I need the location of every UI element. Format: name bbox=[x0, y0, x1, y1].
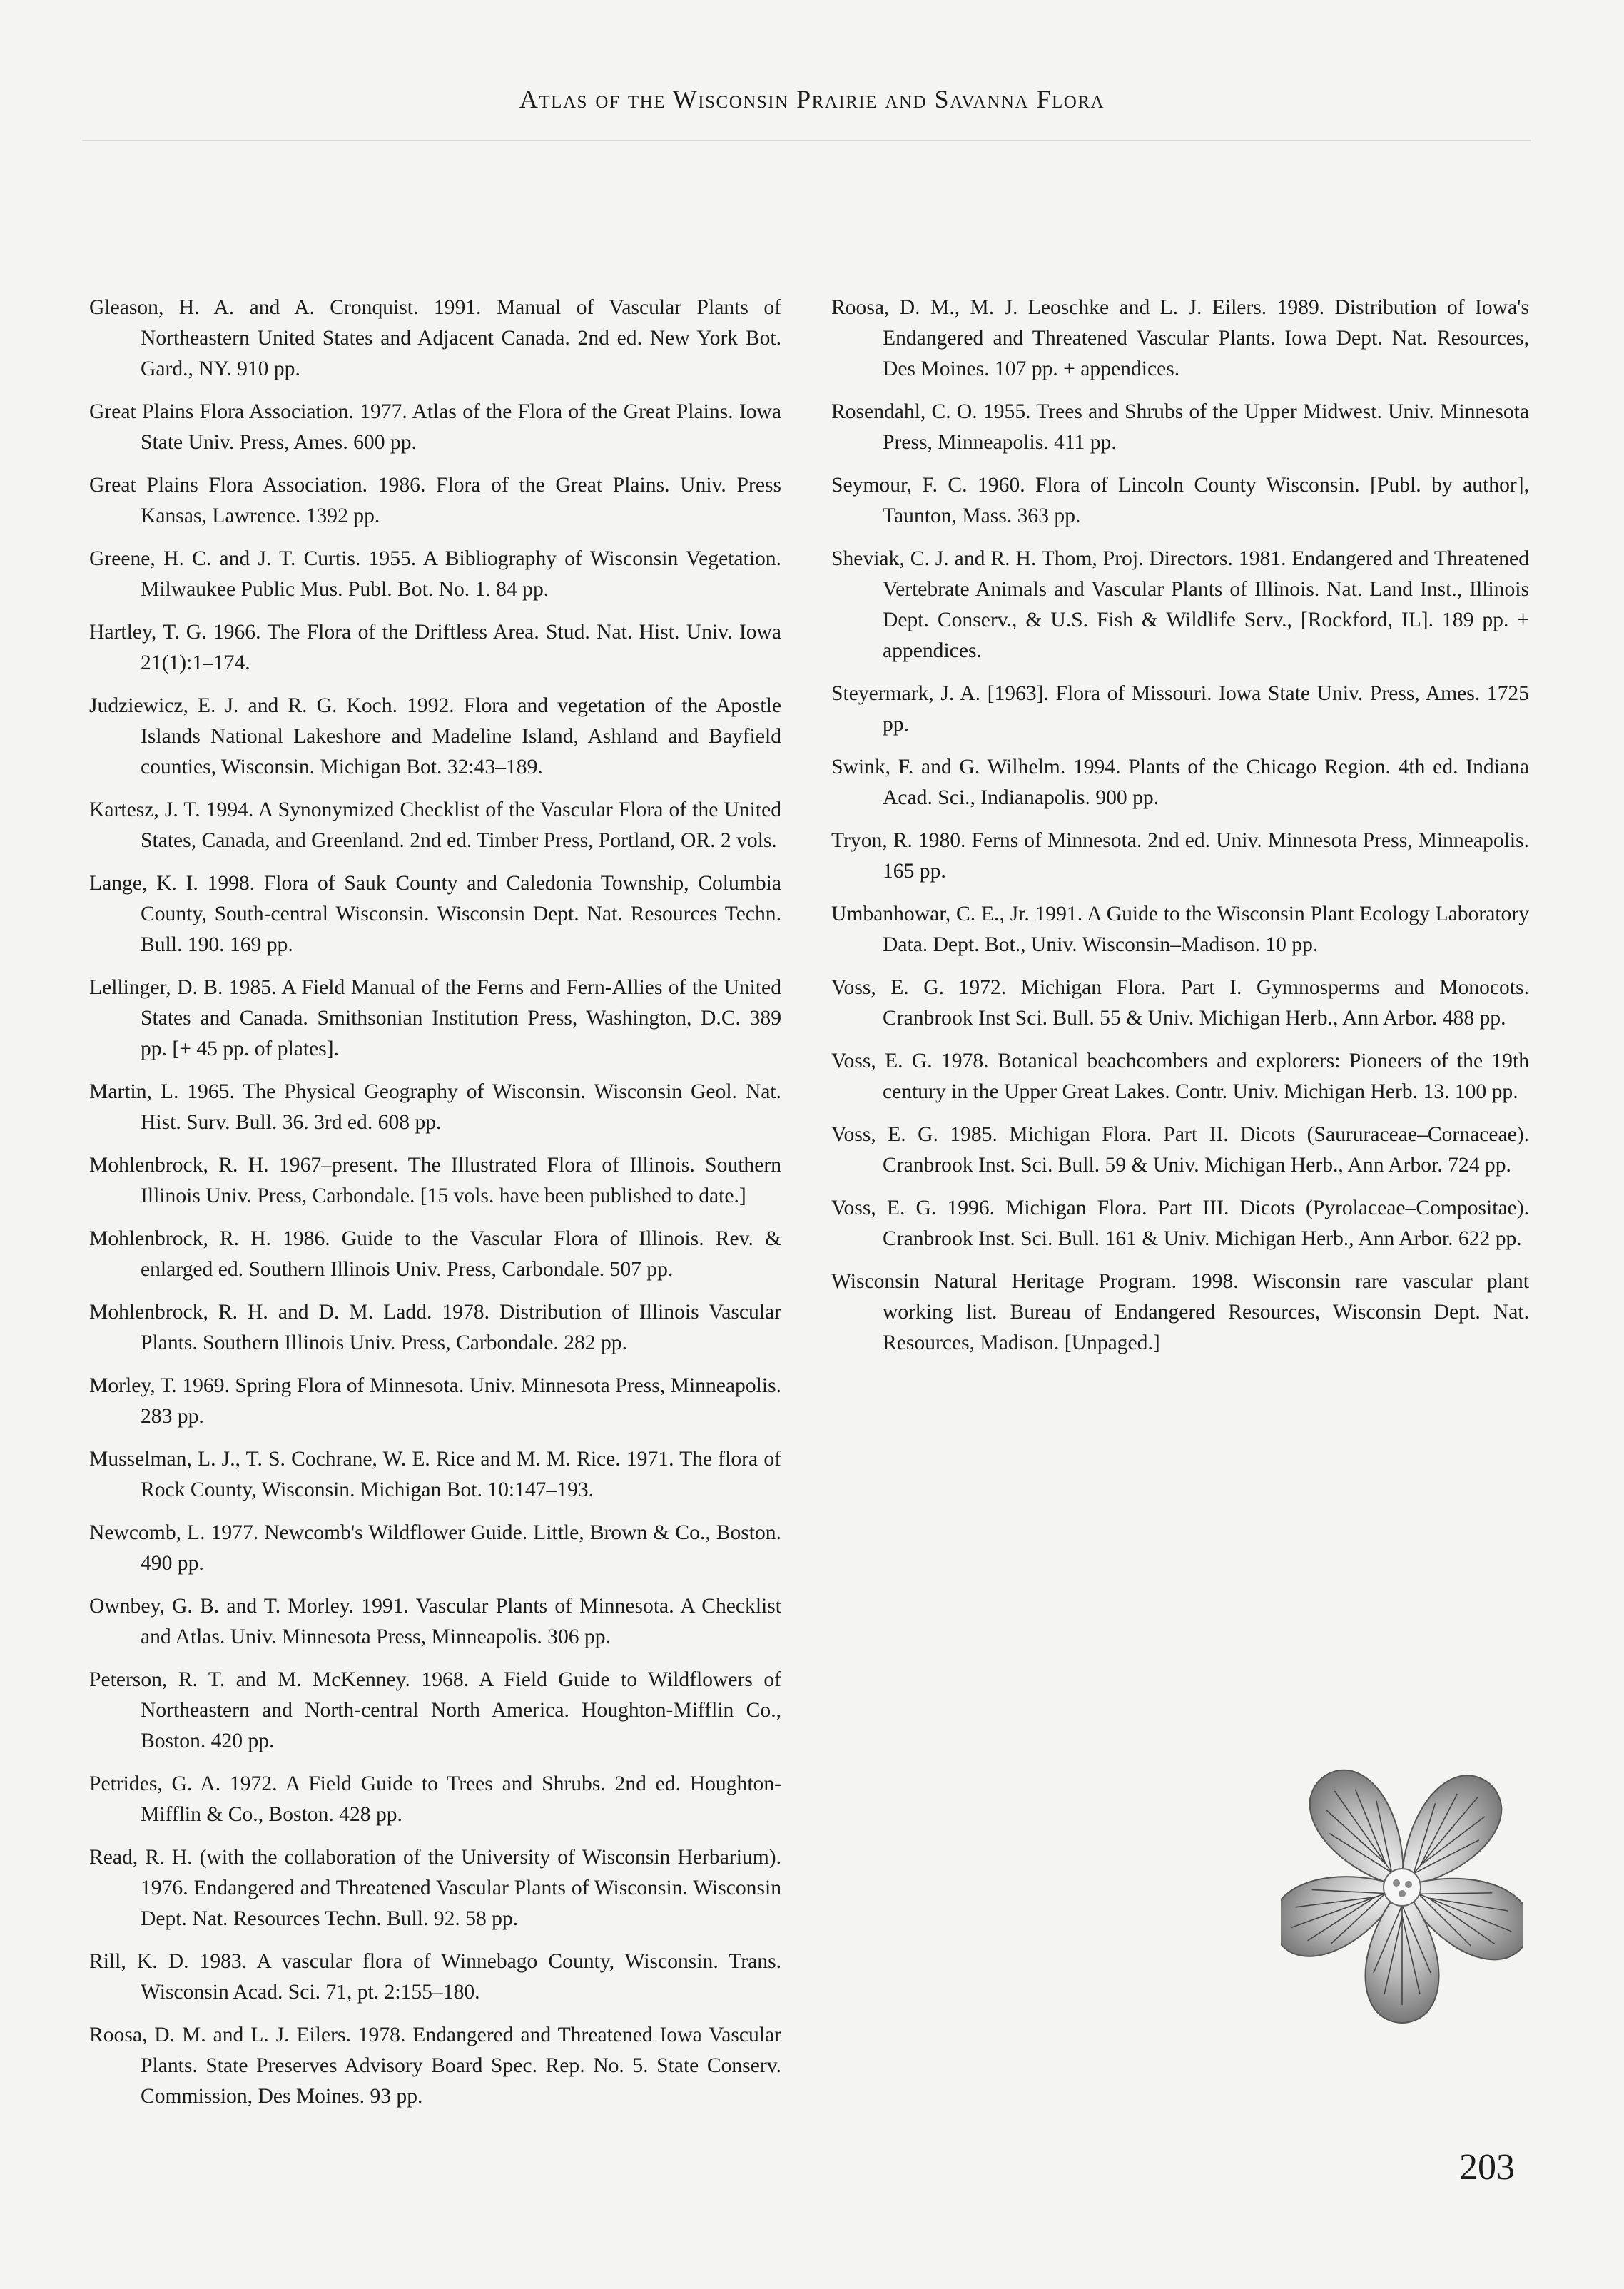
reference-entry: Umbanhowar, C. E., Jr. 1991. A Guide to the Wisconsin Plant Ecology Laboratory Data. Dept. Bot., Univ. Wisconsin–Madison. 10 pp. bbox=[831, 903, 1529, 956]
running-header: Atlas of the Wisconsin Prairie and Savanna Flora bbox=[519, 85, 1105, 113]
reference-entry: Roosa, D. M., M. J. Leoschke and L. J. Eilers. 1989. Distribution of Iowa's Endangered and Threatened Vascular Plants. Iowa Dept. Nat. Resources, Des Moines. 107 pp. + appendices. bbox=[831, 296, 1529, 380]
reference-entry: Lange, K. I. 1998. Flora of Sauk County and Caledonia Township, Columbia County, South-central Wisconsin. Wisconsin Dept. Nat. Resources Techn. Bull. 190. 169 pp. bbox=[89, 872, 781, 956]
reference-entry: Swink, F. and G. Wilhelm. 1994. Plants of the Chicago Region. 4th ed. Indiana Acad. Sci., Indianapolis. 900 pp. bbox=[831, 756, 1529, 809]
reference-entry: Newcomb, L. 1977. Newcomb's Wildflower Guide. Little, Brown & Co., Boston. 490 pp. bbox=[89, 1521, 781, 1575]
reference-entry: Judziewicz, E. J. and R. G. Koch. 1992. Flora and vegetation of the Apostle Islands National Lakeshore and Madeline Island, Ashland and Bayfield counties, Wisconsin. Michigan Bot. 32:43–189. bbox=[89, 694, 781, 778]
reference-entry: Petrides, G. A. 1972. A Field Guide to Trees and Shrubs. 2nd ed. Houghton-Mifflin & Co., Boston. 428 pp. bbox=[89, 1772, 781, 1826]
flower-center bbox=[1384, 1869, 1421, 1906]
reference-entry: Great Plains Flora Association. 1986. Flora of the Great Plains. Univ. Press Kansas, Lawrence. 1392 pp. bbox=[89, 474, 781, 527]
reference-entry: Lellinger, D. B. 1985. A Field Manual of the Ferns and Fern-Allies of the United States and Canada. Smithsonian Institution Press, Washington, D.C. 389 pp. [+ 45 pp. of plates]. bbox=[89, 976, 781, 1060]
reference-entry: Mohlenbrock, R. H. 1986. Guide to the Vascular Flora of Illinois. Rev. & enlarged ed. Southern Illinois Univ. Press, Carbondale. 507 pp. bbox=[89, 1227, 781, 1281]
reference-entry: Greene, H. C. and J. T. Curtis. 1955. A Bibliography of Wisconsin Vegetation. Milwaukee Public Mus. Publ. Bot. No. 1. 84 pp. bbox=[89, 547, 781, 601]
references-left-column bbox=[89, 293, 781, 2124]
page-number: 203 bbox=[1459, 2147, 1515, 2188]
reference-entry: Voss, E. G. 1978. Botanical beachcombers and explorers: Pioneers of the 19th century in the Upper Great Lakes. Contr. Univ. Michigan Herb. 13. 100 pp. bbox=[831, 1050, 1529, 1103]
reference-entry: Steyermark, J. A. [1963]. Flora of Missouri. Iowa State Univ. Press, Ames. 1725 pp. bbox=[831, 682, 1529, 736]
reference-entry: Great Plains Flora Association. 1977. Atlas of the Flora of the Great Plains. Iowa State Univ. Press, Ames. 600 pp. bbox=[89, 400, 781, 454]
reference-entry: Peterson, R. T. and M. McKenney. 1968. A Field Guide to Wildflowers of Northeastern and North-central North America. Houghton-Mifflin Co., Boston. 420 pp. bbox=[89, 1668, 781, 1752]
reference-entry: Kartesz, J. T. 1994. A Synonymized Checklist of the Vascular Flora of the United States, Canada, and Greenland. 2nd ed. Timber Press, Portland, OR. 2 vols. bbox=[89, 798, 781, 852]
references-right-column bbox=[831, 293, 1529, 1371]
reference-entry: Tryon, R. 1980. Ferns of Minnesota. 2nd ed. Univ. Minnesota Press, Minneapolis. 165 pp. bbox=[831, 829, 1529, 883]
reference-entry: Mohlenbrock, R. H. 1967–present. The Illustrated Flora of Illinois. Southern Illinois Univ. Press, Carbondale. [15 vols. have been published to date.] bbox=[89, 1154, 781, 1207]
reference-entry: Voss, E. G. 1985. Michigan Flora. Part II. Dicots (Saururaceae–Cornaceae). Cranbrook Inst. Sci. Bull. 59 & Univ. Michigan Herb., Ann Arbor. 724 pp. bbox=[831, 1123, 1529, 1177]
reference-entry: Gleason, H. A. and A. Cronquist. 1991. Manual of Vascular Plants of Northeastern United States and Adjacent Canada. 2nd ed. New York Bot. Gard., NY. 910 pp. bbox=[89, 296, 781, 380]
reference-entry: Martin, L. 1965. The Physical Geography of Wisconsin. Wisconsin Geol. Nat. Hist. Surv. Bull. 36. 3rd ed. 608 pp. bbox=[89, 1080, 781, 1134]
reference-entry: Musselman, L. J., T. S. Cochrane, W. E. Rice and M. M. Rice. 1971. The flora of Rock County, Wisconsin. Michigan Bot. 10:147–193. bbox=[89, 1448, 781, 1501]
reference-entry: Hartley, T. G. 1966. The Flora of the Driftless Area. Stud. Nat. Hist. Univ. Iowa 21(1):1–174. bbox=[89, 621, 781, 674]
reference-entry: Ownbey, G. B. and T. Morley. 1991. Vascular Plants of Minnesota. A Checklist and Atlas. Univ. Minnesota Press, Minneapolis. 306 pp. bbox=[89, 1595, 781, 1648]
reference-entry: Rosendahl, C. O. 1955. Trees and Shrubs of the Upper Midwest. Univ. Minnesota Press, Minneapolis. 411 pp. bbox=[831, 400, 1529, 454]
reference-entry: Roosa, D. M. and L. J. Eilers. 1978. Endangered and Threatened Iowa Vascular Plants. State Preserves Advisory Board Spec. Rep. No. 5. State Conserv. Commission, Des Moines. 93 pp. bbox=[89, 2024, 781, 2108]
flower-illustration bbox=[1281, 1741, 1523, 2034]
reference-entry: Voss, E. G. 1996. Michigan Flora. Part III. Dicots (Pyrolaceae–Compositae). Cranbrook Inst. Sci. Bull. 161 & Univ. Michigan Herb., Ann Arbor. 622 pp. bbox=[831, 1197, 1529, 1250]
header-rule bbox=[82, 140, 1531, 141]
reference-entry: Rill, K. D. 1983. A vascular flora of Winnebago County, Wisconsin. Trans. Wisconsin Acad. Sci. 71, pt. 2:155–180. bbox=[89, 1950, 781, 2004]
reference-entry: Mohlenbrock, R. H. and D. M. Ladd. 1978. Distribution of Illinois Vascular Plants. Southern Illinois Univ. Press, Carbondale. 282 pp. bbox=[89, 1301, 781, 1354]
reference-entry: Seymour, F. C. 1960. Flora of Lincoln County Wisconsin. [Publ. by author], Taunton, Mass. 363 pp. bbox=[831, 474, 1529, 527]
reference-entry: Voss, E. G. 1972. Michigan Flora. Part I. Gymnosperms and Monocots. Cranbrook Inst Sci. Bull. 55 & Univ. Michigan Herb., Ann Arbor. 488 pp. bbox=[831, 976, 1529, 1030]
reference-entry: Wisconsin Natural Heritage Program. 1998. Wisconsin rare vascular plant working list. Bureau of Endangered Resources, Wisconsin Dept. Nat. Resources, Madison. [Unpaged.] bbox=[831, 1270, 1529, 1354]
reference-entry: Sheviak, C. J. and R. H. Thom, Proj. Directors. 1981. Endangered and Threatened Vertebrate Animals and Vascular Plants of Illinois. Nat. Land Inst., Illinois Dept. Conserv., & U.S. Fish & Wildlife Serv., [Rockford, IL]. 189 pp. + appendices. bbox=[831, 547, 1529, 662]
reference-entry: Read, R. H. (with the collaboration of the University of Wisconsin Herbarium). 1976. Endangered and Threatened Vascular Plants of Wisconsin. Wisconsin Dept. Nat. Resources Techn. Bull. 92. 58 pp. bbox=[89, 1846, 781, 1930]
reference-entry: Morley, T. 1969. Spring Flora of Minnesota. Univ. Minnesota Press, Minneapolis. 283 pp. bbox=[89, 1374, 781, 1428]
